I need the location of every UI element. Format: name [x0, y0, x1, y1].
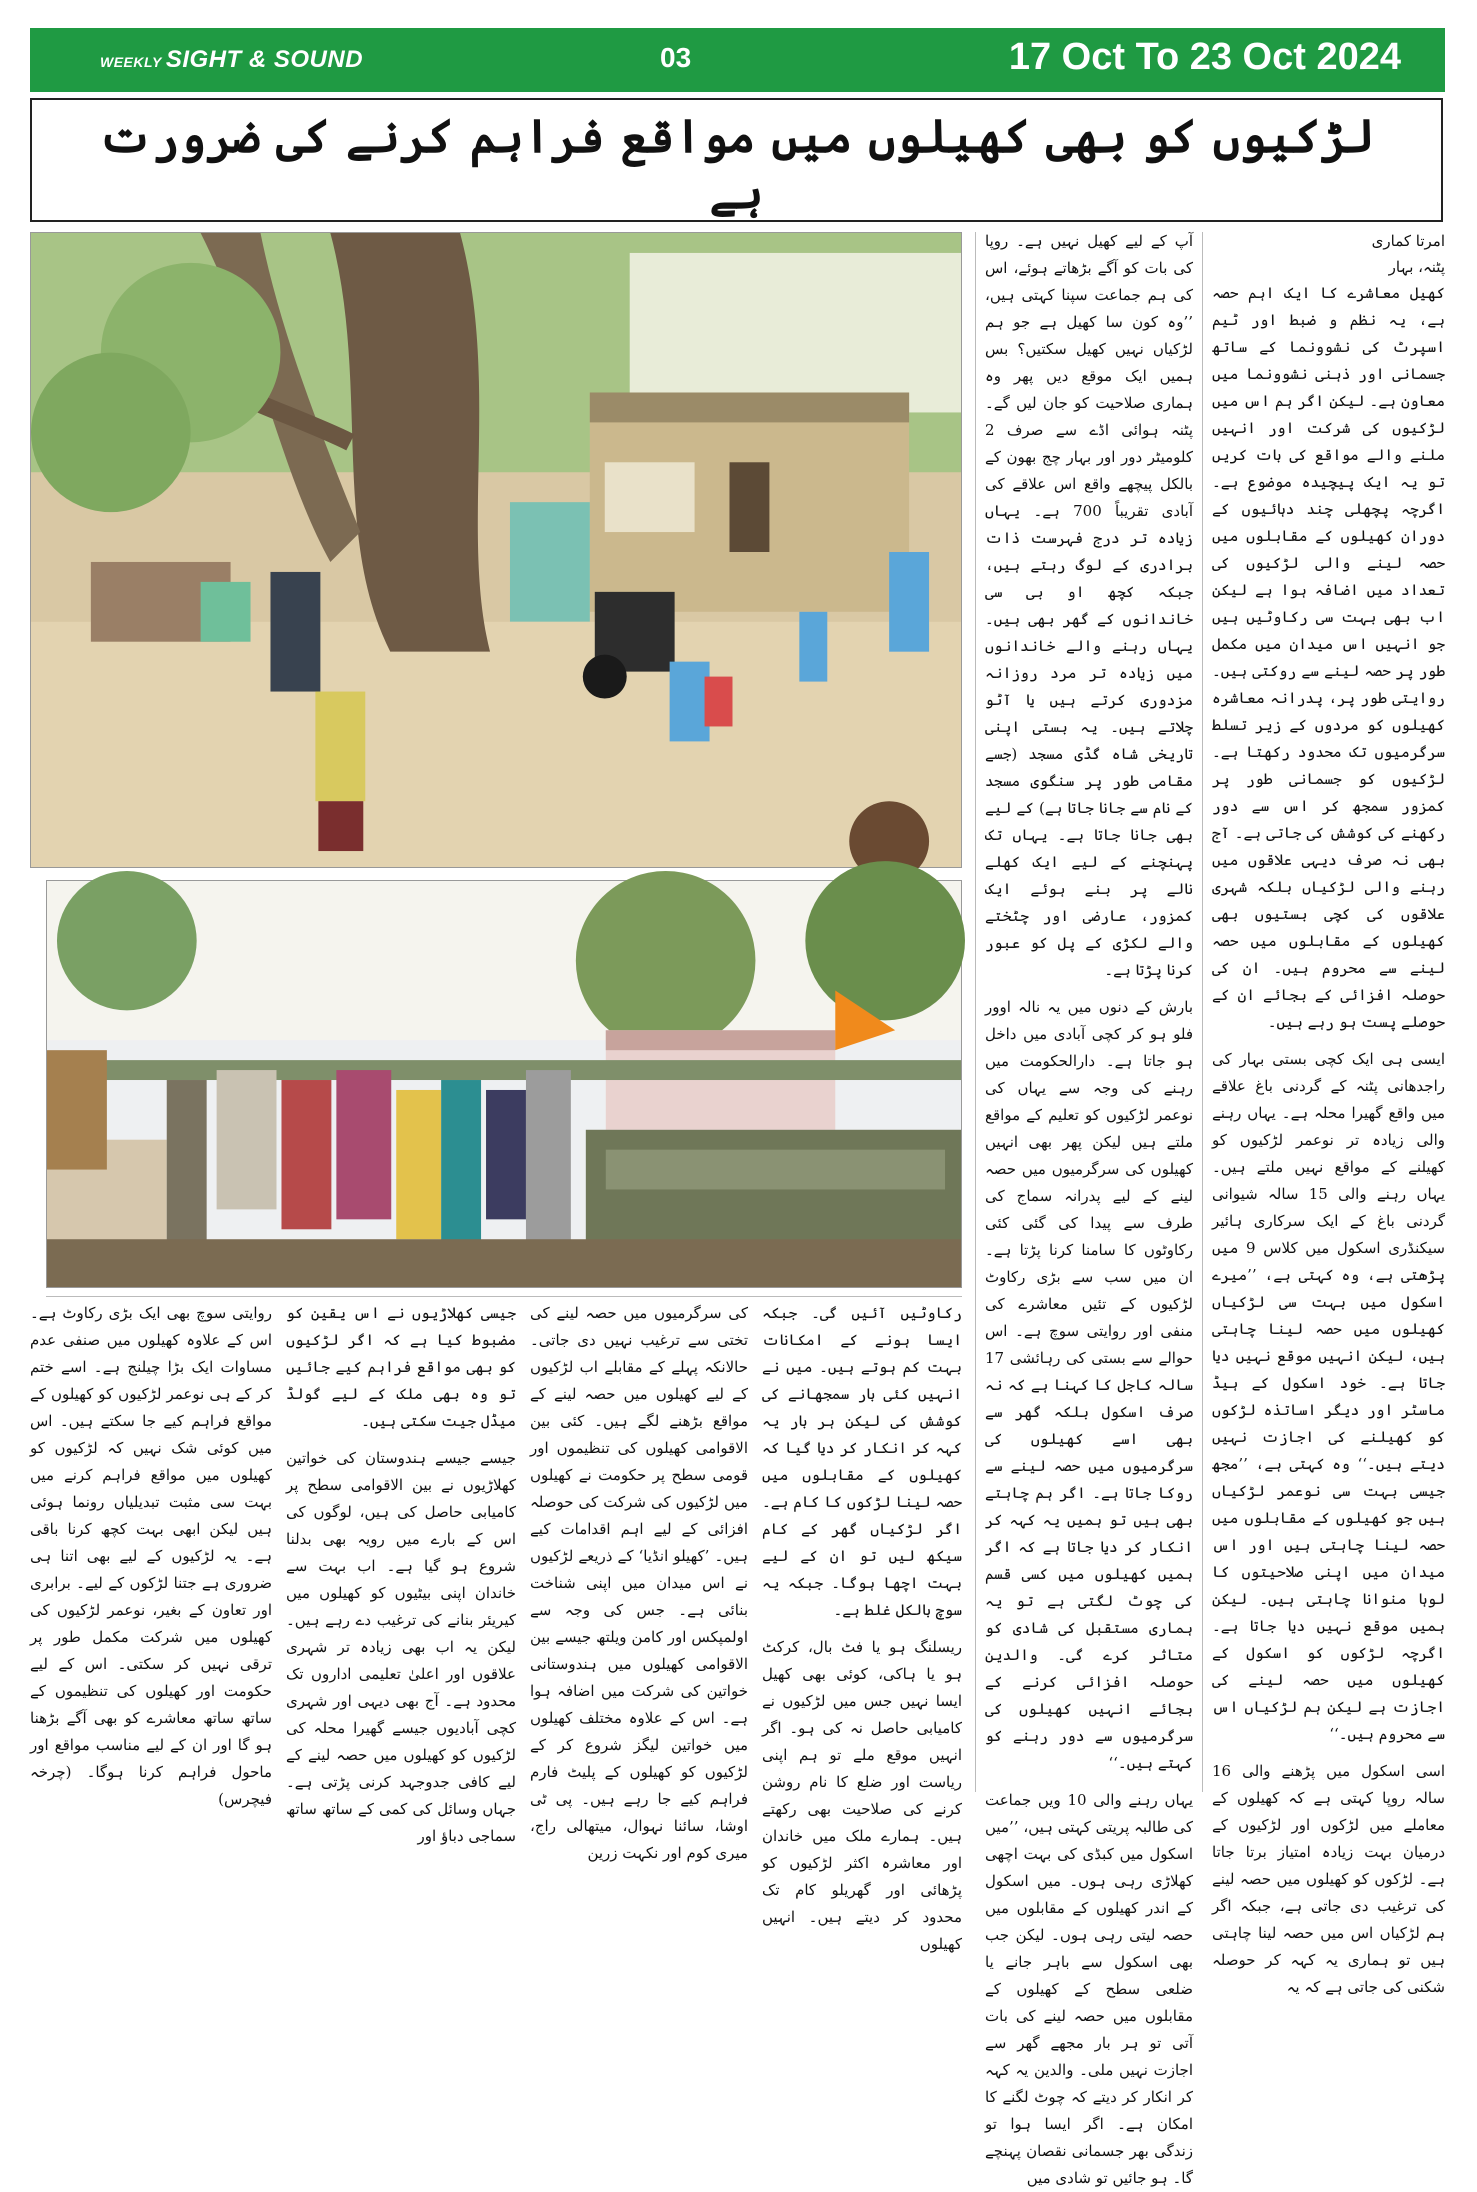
article-headline: لڑکیوں کو بھی کھیلوں میں مواقع فراہم کرنے کی ضرورت ہے — [98, 109, 1375, 219]
page-number: 03 — [660, 42, 692, 73]
paragraph: اسی اسکول میں پڑھنے والی 16 سالہ روپا کہتی ہے کہ کھیلوں کے معاملے میں لڑکوں اور لڑکیوں کے درمیان بہت زیادہ امتیاز برتا جاتا ہے۔ لڑکوں کو کھیلوں میں حصہ لینے کی ترغیب دی جاتی ہے، جبکہ اگر ہم لڑکیاں اس میں حصہ لینا چاہتی ہیں تو ہماری یہ کہہ کر حوصلہ شکنی کی جاتی ہے کہ یہ — [1212, 1762, 1445, 1996]
issue-date: 17 Oct To 23 Oct 2024 — [1008, 36, 1401, 78]
photo-children-under-tree — [30, 232, 962, 868]
paragraph: ریسلنگ ہو یا فٹ بال، کرکٹ ہو یا ہاکی، کوئی بھی کھیل ایسا نہیں جس میں لڑکیوں نے کامیابی حاصل نہ کی ہو۔ اگر انہیں موقع ملے تو ہم اپنی ریاست اور ضلع کا نام روشن کرنے کی صلاحیت بھی رکھتے ہیں۔ ہمارے ملک میں خاندان اور معاشرہ اکثر لڑکیوں کو پڑھائی اور گھریلو کام تک محدود کر دیتے ہیں۔ انہیں کھیلوں — [762, 1638, 962, 1953]
photo-clothesline-canal — [46, 880, 962, 1288]
paragraph: کی سرگرمیوں میں حصہ لینے کی تختی سے ترغیب نہیں دی جاتی۔ حالانکہ پہلے کے مقابلے اب لڑکیوں کے لیے کھیلوں میں حصہ لینے کے مواقع بڑھنے لگے ہیں۔ کئی بین الاقوامی کھیلوں کی تنظیموں اور قومی سطح پر حکومت نے کھیلوں میں لڑکیوں کی شرکت کی حوصلہ افزائی کے لیے اہم اقدامات کیے ہیں۔ ’کھیلو انڈیا‘ کے ذریعے لڑکیوں نے اس میدان میں اپنی شناخت بنائی ہے۔ جس کی وجہ سے اولمپکس اور کامن ویلتھ جیسے بین الاقوامی کھیلوں میں ہندوستانی خواتین کی شرکت میں اضافہ ہوا ہے۔ اس کے علاوہ مختلف کھیلوں میں خواتین لیگز شروع کر کے لڑکیوں کو کھیلوں کے پلیٹ فارم فراہم کیے جا رہے ہیں۔ پی ٹی اوشا، سائنا نہوال، میتھالی راج، میری کوم اور نکہت زرین — [530, 1304, 748, 1862]
paragraph: جیسے جیسے ہندوستان کی خواتین کھلاڑیوں نے بین الاقوامی سطح پر کامیابی حاصل کی ہیں، لوگوں کی اس کے بارے میں رویہ بھی بدلنا شروع ہو گیا ہے۔ اب بہت سے خاندان اپنی بیٹیوں کو کھیلوں میں کیریئر بنانے کی ترغیب دے رہے ہیں۔ لیکن یہ اب بھی زیادہ تر شہری علاقوں اور اعلیٰ تعلیمی اداروں تک محدود ہے۔ آج بھی دیہی اور شہری کچی آبادیوں جیسے گھیرا محلہ کی لڑکیوں کو کھیلوں میں حصہ لینے کے لیے کافی جدوجہد کرنی پڑتی ہے۔ جہاں وسائل کی کمی کے ساتھ ساتھ سماجی دباؤ اور — [286, 1449, 516, 1845]
column-divider — [1202, 232, 1203, 1792]
paragraph: یہاں رہنے والی 10 ویں جماعت کی طالبہ پریتی کہتی ہیں، ’’میں اسکول میں کبڈی کی بہت اچھی کھلاڑی رہی ہوں۔ میں اسکول کے اندر کھیلوں کے مقابلوں میں حصہ لیتی رہی ہوں۔ لیکن جب بھی اسکول سے باہر جانے یا ضلعی سطح کے کھیلوں کے مقابلوں میں حصہ لینے کی بات آتی تو ہر بار مجھے گھر سے اجازت نہیں ملی۔ والدین یہ کہہ کر انکار کر دیتے کہ چوٹ لگنے کا امکان ہے۔ اگر ایسا ہوا تو زندگی بھر جسمانی نقصان پہنچے گا۔ ہو جائیں تو شادی میں — [985, 1791, 1194, 2187]
author-name: امرتا کماری — [1371, 232, 1445, 250]
masthead-banner — [30, 28, 1445, 92]
section-divider — [46, 1296, 962, 1297]
publication-name: SIGHT & SOUND — [165, 46, 364, 73]
publication-weekly: WEEKLY — [100, 54, 162, 70]
paragraph: رکاوٹیں آئیں گی۔ جبکہ ایسا ہونے کے امکانات بہت کم ہوتے ہیں۔ میں نے انہیں کئی بار سمجھانے کی کوشش کی لیکن ہر بار یہ کہہ کر انکار کر دیا گیا کہ کھیلوں کے مقابلوں میں حصہ لینا لڑکوں کا کام ہے۔ اگر لڑکیاں گھر کے کام سیکھ لیں تو ان کے لیے بہت اچھا ہوگا۔ جبکہ یہ سوچ بالکل غلط ہے۔ — [762, 1304, 962, 1619]
author-location: پٹنہ، بہار — [1388, 258, 1445, 276]
article-column-3 — [762, 1300, 962, 1953]
paragraph: بارش کے دنوں میں یہ نالہ اوور فلو ہو کر کچی آبادی میں داخل ہو جاتا ہے۔ دارالحکومت میں رہنے کی وجہ سے یہاں کی نوعمر لڑکیوں کو تعلیم کے مواقع ملتے ہیں لیکن پھر بھی انہیں کھیلوں کی سرگرمیوں میں حصہ لینے کے لیے پدرانہ سماج کی طرف سے پیدا کی گئی کئی رکاوٹوں کا سامنا کرنا پڑتا ہے۔ ان میں سب سے بڑی رکاوٹ لڑکیوں کے تئیں معاشرے کی منفی اور روایتی سوچ ہے۔ اس حوالے سے بستی کی رہائشی 17 سالہ کاجل کا کہنا ہے کہ نہ صرف اسکول بلکہ گھر سے بھی اسے کھیلوں کی سرگرمیوں میں حصہ لینے سے روکا جاتا ہے۔ اگر ہم چاہتے بھی ہیں تو ہمیں یہ کہہ کر انکار کر دیا جاتا ہے کہ اگر ہمیں کھیلوں میں کسی قسم کی چوٹ لگتی ہے تو یہ ہماری مستقبل کی شادی کو متاثر کرے گی۔ والدین حوصلہ افزائی کرنے کے بجائے انہیں کھیلوں کی سرگرمیوں سے دور رہنے کو کہتے ہیں۔‘‘ — [985, 998, 1193, 1772]
article-column-4 — [530, 1300, 748, 1862]
byline — [1212, 228, 1445, 280]
column-divider — [975, 232, 976, 1792]
publication-logo — [100, 46, 363, 74]
article-column-5 — [286, 1300, 516, 1845]
paragraph: آپ کے لیے کھیل نہیں ہے۔ روپا کی بات کو آگے بڑھاتے ہوئے، اس کی ہم جماعت سپنا کہتی ہیں، ’’وہ کون سا کھیل ہے جو ہم لڑکیاں نہیں کھیل سکتیں؟ بس ہمیں ایک موقع دیں پھر وہ ہماری صلاحیت کو جان لیں گے۔ پٹنہ ہوائی اڈے سے صرف 2 کلومیٹر دور اور بہار چج بھون کے بالکل پیچھے واقع اس علاقے کی آبادی تقریباً 700 ہے۔ یہاں زیادہ تر درج فہرست ذات برادری کے لوگ رہتے ہیں، جبکہ کچھ او بی سی خاندانوں کے گھر بھی ہیں۔ یہاں رہنے والے خاندانوں میں زیادہ تر مرد روزانہ مزدوری کرتے ہیں یا آٹو چلاتے ہیں۔ یہ بستی اپنی تاریخی شاہ گڈی مسجد (جسے مقامی طور پر سنگوی مسجد کے نام سے جانا جاتا ہے) کے لیے بھی جانا جاتا ہے۔ یہاں تک پہنچنے کے لیے ایک کھلے نالے پر بنے ہوئے ایک کمزور، عارضی اور چٹختے والے لکڑی کے پل کو عبور کرنا پڑتا ہے۔ — [985, 232, 1193, 979]
paragraph: جیسی کھلاڑیوں نے اس یقین کو مضبوط کیا ہے کہ اگر لڑکیوں کو بھی مواقع فراہم کیے جائیں تو وہ بھی ملک کے لیے گولڈ میڈل جیت سکتی ہیں۔ — [286, 1304, 516, 1430]
headline-box — [30, 98, 1443, 222]
paragraph: روایتی سوچ بھی ایک بڑی رکاوٹ ہے۔ اس کے علاوہ کھیلوں میں صنفی عدم مساوات ایک بڑا چیلنج ہے۔ اسے ختم کر کے ہی نوعمر لڑکیوں کو کھیلوں کے مواقع فراہم کیے جا سکتے ہیں۔ اس میں کوئی شک نہیں کہ لڑکیوں کو کھیلوں میں مواقع فراہم کرنے میں بہت سی مثبت تبدیلیاں رونما ہوئی ہیں لیکن ابھی بہت کچھ کرنا باقی ہے۔ یہ لڑکیوں کے لیے بھی اتنا ہی ضروری ہے جتنا لڑکوں کے لیے۔ برابری اور تعاون کے بغیر، نوعمر لڑکیوں کی کھیلوں میں شرکت مکمل طور پر ترقی نہیں کر سکتی۔ اس کے لیے حکومت اور کھیلوں کی تنظیموں کے ساتھ ساتھ معاشرے کو بھی آگے بڑھنا ہو گا اور ان کے لیے مناسب مواقع اور ماحول فراہم کرنا ہوگا۔ (چرخہ فیچرس) — [30, 1304, 272, 1808]
article-column-6 — [30, 1300, 272, 1808]
paragraph: ایسی ہی ایک کچی بستی بہار کی راجدھانی پٹنہ کے گردنی باغ علاقے میں واقع گھیرا محلہ ہے۔ یہاں رہنے والی زیادہ تر نوعمر لڑکیوں کو کھیلنے کے مواقع نہیں ملتے ہیں۔ یہاں رہنے والی 15 سالہ شیوانی گردنی باغ کے ایک سرکاری ہائیر سیکنڈری اسکول میں کلاس 9 میں پڑھتی ہے، وہ کہتی ہے، ’’میرے اسکول میں بہت سی لڑکیاں کھیلوں میں حصہ لینا چاہتی ہیں، لیکن انہیں موقع نہیں دیا جاتا ہے۔ خود اسکول کے ہیڈ ماسٹر اور دیگر اساتذہ لڑکوں کو کھیلنے کی اجازت نہیں دیتے ہیں۔‘‘ وہ کہتی ہے، ’’مجھ جیسی بہت سی نوعمر لڑکیاں ہیں جو کھیلوں کے مقابلوں میں حصہ لینا چاہتی ہیں اور اس میدان میں اپنی صلاحیتوں کا لوہا منوانا چاہتی ہیں۔ لیکن ہمیں موقع نہیں دیا جاتا ہے۔ اگرچہ لڑکوں کو اسکول کے کھیلوں میں حصہ لینے کی اجازت ہے لیکن ہم لڑکیاں اس سے محروم ہیں۔‘‘ — [1212, 1050, 1445, 1743]
article-column-2 — [985, 228, 1194, 2187]
paragraph: کھیل معاشرے کا ایک اہم حصہ ہے، یہ نظم و ضبط اور ٹیم اسپرٹ کی نشوونما کے ساتھ جسمانی اور ذہنی نشوونما میں معاون ہے۔ لیکن اگر ہم اس میں لڑکیوں کی شرکت اور انہیں ملنے والے مواقع کی بات کریں تو یہ ایک پیچیدہ موضوع ہے۔ اگرچہ پچھلی چند دہائیوں کے دوران کھیلوں کے مقابلوں میں حصہ لینے والی لڑکیوں کی تعداد میں اضافہ ہوا ہے لیکن اب بھی بہت سی رکاوٹیں ہیں جو انہیں اس میدان میں مکمل طور پر حصہ لینے سے روکتی ہیں۔ روایتی طور پر، پدرانہ معاشرہ کھیلوں کو مردوں کے زیر تسلط سرگرمیوں تک محدود رکھتا ہے۔ لڑکیوں کو جسمانی طور پر کمزور سمجھ کر اس سے دور رکھنے کی کوشش کی جاتی ہے۔ آج بھی نہ صرف دیہی علاقوں میں رہنے والی لڑکیاں بلکہ شہری علاقوں کی کچی بستیوں بھی کھیلوں کے مقابلوں میں حصہ لینے سے محروم ہیں۔ ان کی حوصلہ افزائی کے بجائے ان کے حوصلے پست ہو رہے ہیں۔ — [1212, 284, 1445, 1031]
article-column-1 — [1212, 228, 1445, 1996]
